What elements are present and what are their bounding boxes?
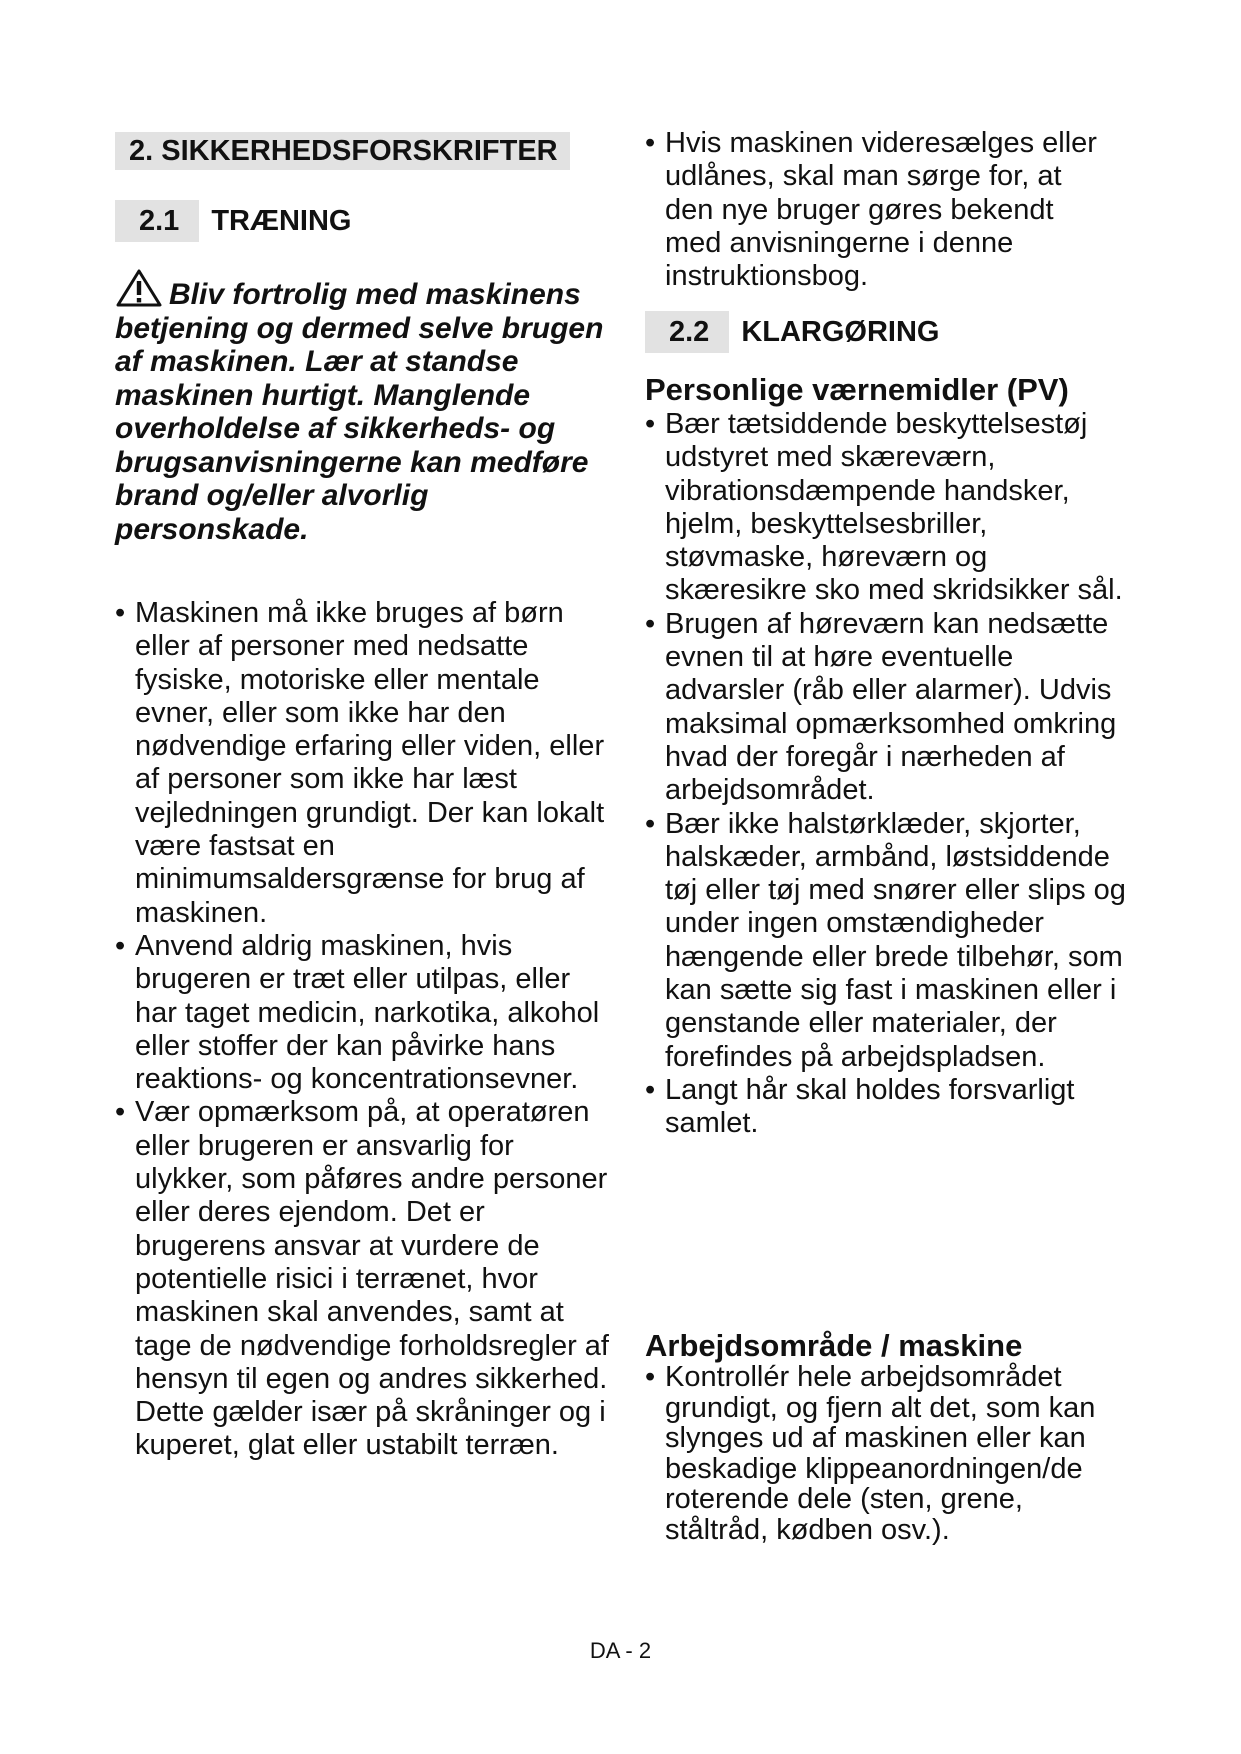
section-number: 2. (129, 135, 154, 167)
section-title: SIKKERHEDSFORSKRIFTER (161, 135, 558, 167)
warning-triangle-icon (115, 268, 163, 308)
page-number: DA - 2 (589, 1638, 652, 1663)
work-area-heading: Arbejdsområde / maskine (645, 1328, 1023, 1363)
list-item: • Bær ikke halstørklæder, skjorter, halskæder, armbånd, løstsiddende tøj eller tøj med snører eller slips og under ingen omstændigheder hængende eller brede tilbehør, som kan sætte sig fast i maskinen eller i genstande eller materialer, der forefindes på arbejdspladsen. (645, 808, 1127, 1074)
subsection-number: 2.1 (115, 200, 199, 242)
pv-heading: Personlige værnemidler (PV) (645, 372, 1069, 407)
subsection-title: TRÆNING (211, 205, 352, 237)
pv-bullet-list (645, 408, 1127, 1141)
subsection-number: 2.2 (645, 311, 729, 353)
training-bullet-list (115, 597, 610, 1463)
work-area-bullet-list (645, 1362, 1127, 1545)
list-item: • Bær tætsiddende beskyttelsestøj udstyret med skæreværn, vibrationsdæmpende handsker, hjelm, beskyttelsesbriller, støvmaske, høreværn og skæresikre sko med skridsikker sål. (645, 408, 1127, 608)
subsection-heading-2-2 (645, 311, 940, 353)
list-item: • Langt hår skal holdes forsvarligt samlet. (645, 1074, 1127, 1141)
resale-bullet-list (645, 127, 1105, 293)
list-item: • Maskinen må ikke bruges af børn eller af personer med nedsatte fysiske, motoriske eller mentale evner, eller som ikke har den nødvendige erfaring eller viden, eller af personer som ikke har læst vejledningen grundigt. Der kan lokalt være fastsat en minimumsaldersgrænse for brug af maskinen. (115, 597, 610, 930)
list-item: • Brugen af høreværn kan nedsætte evnen til at høre eventuelle advarsler (råb eller alarmer). Udvis maksimal opmærksomhed omkring hvad der foregår i nærheden af arbejdsområdet. (645, 608, 1127, 808)
warning-text: Bliv fortrolig med maskinens betjening og dermed selve brugen af maskinen. Lær at standse maskinen hurtigt. Manglende overholdelse af sikkerheds- og brugsanvisningerne kan medføre brand og/eller alvorlig personskade. (115, 278, 604, 546)
warning-notice (115, 268, 615, 546)
subsection-title: KLARGØRING (741, 316, 940, 348)
section-heading (115, 132, 570, 170)
list-item: • Hvis maskinen videresælges eller udlånes, skal man sørge for, at den nye bruger gøres bekendt med anvisningerne i denne instruktionsbog. (645, 127, 1105, 293)
list-item: • Anvend aldrig maskinen, hvis brugeren er træt eller utilpas, eller har taget medicin, narkotika, alkohol eller stoffer der kan påvirke hans reaktions- og koncentrationsevner. (115, 930, 610, 1096)
subsection-heading-2-1 (115, 200, 352, 242)
list-item: • Kontrollér hele arbejdsområdet grundigt, og fjern alt det, som kan slynges ud af maskinen eller kan beskadige klippeanordningen/de roterende dele (sten, grene, ståltråd, kødben osv.). (645, 1362, 1127, 1545)
list-item: • Vær opmærksom på, at operatøren eller brugeren er ansvarlig for ulykker, som påføres andre personer eller deres ejendom. Det er brugerens ansvar at vurdere de potentielle risici i terrænet, hvor maskinen skal anvendes, samt at tage de nødvendige forholdsregler af hensyn til egen og andres sikkerhed. Dette gælder især på skråninger og i kuperet, glat eller ustabilt terræn. (115, 1096, 610, 1462)
